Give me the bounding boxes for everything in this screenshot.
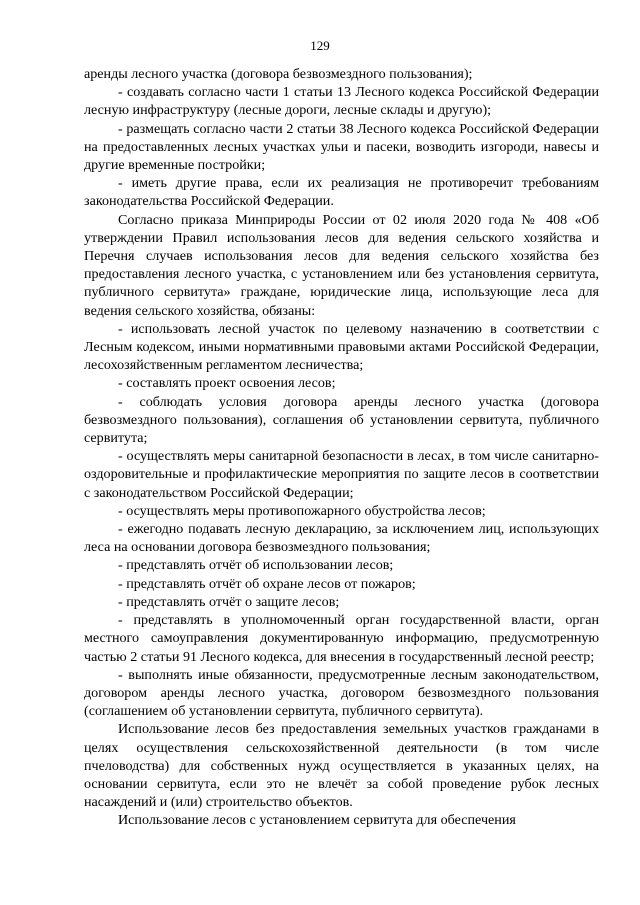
list-item-create-infrastructure: - создавать согласно части 1 статьи 13 Лесного кодекса Российской Федерации лесную инфраструктуру (лесные дороги, лесные склады и другую);	[84, 84, 599, 119]
list-item-forest-declaration: - ежегодно подавать лесную декларацию, за исключением лиц, использующих леса на основании договора безвозмездного пользования;	[84, 521, 599, 556]
list-item-report-protection: - представлять отчёт о защите лесов;	[118, 593, 340, 610]
list-item-comply-contract: - соблюдать условия договора аренды лесного участка (договора безвозмездного пользования), соглашения об установлении сервитута, публичного сервитута;	[84, 393, 599, 447]
paragraph-order-408: Согласно приказа Минприроды России от 02 июля 2020 года № 408 «Об утверждении Правил использования лесов для ведения сельского хозяйства и Перечня случаев использования лесов для ведения сельского хозяйства без предоставления лесного участка, с установлением или без установления сервитута, публичного сервитута» граждане, юридические лица, использующие леса для ведения сельского хозяйства, обязаны:	[84, 211, 599, 319]
document-body	[84, 65, 599, 830]
list-item-report-use: - представлять отчёт об использовании лесов;	[118, 557, 394, 574]
list-item-fire-prevention: - осуществлять меры противопожарного обустройства лесов;	[118, 502, 486, 519]
page-number: 129	[310, 38, 330, 53]
paragraph-use-without-plots: Использование лесов без предоставления земельных участков гражданами в целях осуществления сельскохозяйственной деятельности (в том числе пчеловодства) для собственных нужд осуществляется в указанных целях, на основании сервитута, если это не влечёт за собой проведение рубок лесных насаждений и (или) строительство объектов.	[84, 721, 599, 811]
paragraph-continuation: аренды лесного участка (договора безвозмездного пользования);	[84, 66, 473, 82]
list-item-submit-information: - представлять в уполномоченный орган государственной власти, орган местного самоуправления документированную информацию, предусмотренную частью 2 статьи 91 Лесного кодекса, для внесения в государственный лесной реестр;	[84, 612, 599, 665]
paragraph-servitude-use: Использование лесов с установлением сервитута для обеспечения	[118, 812, 516, 829]
list-item-other-duties: - выполнять иные обязанности, предусмотренные лесным законодательством, договором аренды лесного участка, договором безвозмездного пользования (соглашением об установлении сервитута, публичного сервитута).	[84, 666, 599, 720]
list-item-other-rights: - иметь другие права, если их реализация не противоречит требованиям законодательства Российской Федерации.	[84, 175, 599, 210]
list-item-use-plot: - использовать лесной участок по целевому назначению в соответствии с Лесным кодексом, иными нормативными правовыми актами Российской Федерации, лесохозяйственным регламентом лесничества;	[84, 320, 599, 374]
list-item-report-fire: - представлять отчёт об охране лесов от пожаров;	[118, 575, 416, 592]
list-item-sanitary-measures: - осуществлять меры санитарной безопасности в лесах, в том числе санитарно-оздоровительные и профилактические мероприятия по защите лесов в соответствии с законодательством Российской Федерации;	[84, 448, 599, 501]
list-item-development-project: - составлять проект освоения лесов;	[118, 375, 336, 392]
list-item-place-hives: - размещать согласно части 2 статьи 38 Лесного кодекса Российской Федерации на предоставленных лесных участках ульи и пасеки, возводить изгороди, навесы и другие временные постройки;	[84, 120, 599, 174]
